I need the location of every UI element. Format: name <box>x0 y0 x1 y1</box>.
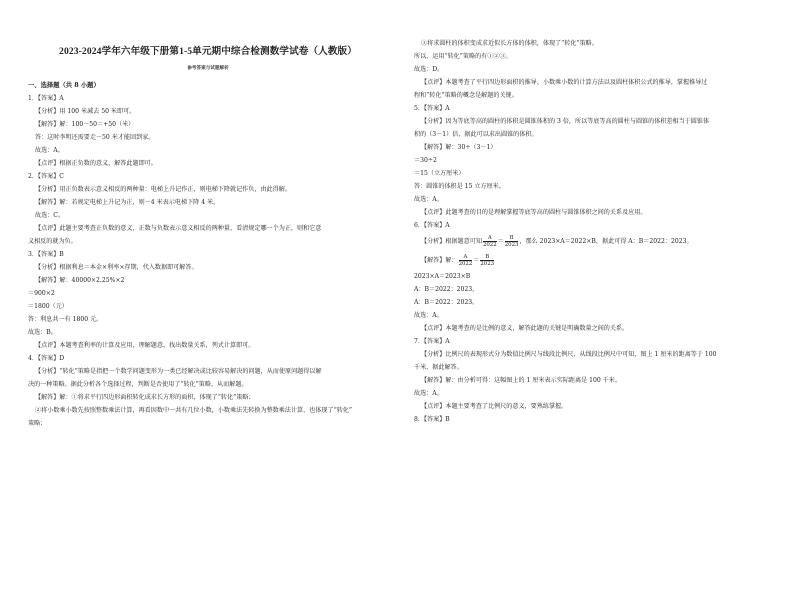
q1-answer: 1．【答案】A <box>28 95 64 102</box>
right-column <box>414 0 774 601</box>
q7-solution: 【解答】解：由分析可得：这幅图上的 1 厘米表示实际距离是 100 千米。 <box>421 377 621 384</box>
q7-analysis: 【分析】比例尺的表现形式分为数值比例尺与线段比例尺，从线段比例尺中可知，图上 1 厘米的距离等于 100 <box>421 351 717 358</box>
q7-choice: 故选：A。 <box>414 390 443 397</box>
fraction-a: $\frac{A}{2022}$ <box>482 235 497 248</box>
page-subtitle: 参考答案与试题解析 <box>187 66 229 71</box>
q4-comment: 【点评】本题考查了平行四边形面积的推导、小数乘小数的计算方法以及圆柱体积公式的推导，掌握推导过 <box>421 79 708 86</box>
q2-answer: 2．【答案】C <box>28 173 64 180</box>
q4-answer: 4．【答案】D <box>28 355 65 362</box>
q4-comment-cont: 程和“转化”策略的概念是解题的关键。 <box>414 92 518 99</box>
q6-comment: 【点评】本题考查的是比例的意义，解答此题的关键是明确数量之间的关系。 <box>421 325 629 332</box>
q6-analysis-lead: 【分析】根据题意可知 <box>421 238 482 245</box>
fraction-a: $\frac{A}{2022}$ <box>458 254 473 267</box>
q6-step-3: A：B＝2022：2023。 <box>414 299 479 306</box>
q8-answer: 8．【答案】B <box>414 416 450 423</box>
q5-choice: 故选：A。 <box>414 196 443 203</box>
q5-step-1: ＝30÷2 <box>414 157 437 164</box>
q4-analysis: 【分析】“转化”策略是指把一个数学问题变形为一类已经解决或比较容易解决的问题，从而使原问题得以解 <box>35 368 322 375</box>
q5-answer: 5．【答案】A <box>414 105 450 112</box>
q3-comment: 【点评】本题考查利率的计算及应用，理解题意，找出数量关系，列式计算即可。 <box>35 342 255 349</box>
q2-solution: 【解答】解：若规定电梯上升记为正，则－4 米表示电梯下降 4 米。 <box>35 199 220 206</box>
left-column <box>28 0 388 561</box>
q6-analysis: 【分析】根据题意可知 $\frac{A}{2022}$ ＝ $\frac{B}{2023}$ ，那么 2023×A＝2022×B，据此可得 A：B＝2022：2023。 <box>421 235 693 248</box>
q2-comment-cont: 义相反的就为负。 <box>28 238 77 245</box>
q7-answer: 7．【答案】A <box>414 338 450 345</box>
q3-answer: 3．【答案】B <box>28 251 64 258</box>
q6-choice: 故选：A。 <box>414 312 443 319</box>
q3-step-1: ＝900×2 <box>28 290 55 297</box>
q1-analysis: 【分析】用 100 米减去 50 米即可。 <box>35 108 136 115</box>
fraction-b: $\frac{B}{2023}$ <box>504 235 519 248</box>
q4-solution-3: ③将求圆柱的体积变成求近似长方体的体积，体现了“转化”策略。 <box>421 40 598 47</box>
q1-comment: 【点评】根据正负数的意义，解答此题即可。 <box>35 160 157 167</box>
q5-analysis-cont: 积的（3－1）倍，据此可以求出圆锥的体积。 <box>414 131 538 138</box>
q2-comment: 【点评】此题主要考查正负数的意义，正数与负数表示意义相反的两种量，看清规定哪一个为正，则和它意 <box>35 225 322 232</box>
q6-step-2: A：B＝2022：2023， <box>414 286 479 293</box>
q6-answer: 6．【答案】A <box>414 222 450 229</box>
q7-comment: 【点评】本题主要考查了比例尺的意义，要熟练掌握。 <box>421 403 568 410</box>
q4-conclusion: 所以，运用“转化”策略的有①②③。 <box>414 53 512 60</box>
q5-solution: 【解答】解：30÷（3－1） <box>421 144 497 151</box>
q3-step-2: ＝1800（元） <box>28 303 68 310</box>
q3-analysis: 【分析】根据利息＝本金×利率×存期，代入数据即可解答。 <box>35 264 198 271</box>
q1-reply: 答：这时李明还需要走－50 米才能回到家。 <box>35 134 155 141</box>
section-heading: 一、选择题（共 8 小题） <box>28 82 100 89</box>
q2-choice: 故选：C。 <box>35 212 65 219</box>
fraction-b: $\frac{B}{2023}$ <box>480 254 495 267</box>
q4-analysis-cont: 决的一种策略。据此分析各个选择过程，判断是否使用了“转化”策略，从而解题。 <box>28 381 248 388</box>
q7-analysis-cont: 千米，据此解答。 <box>414 364 463 371</box>
q6-step-1: 2023×A＝2023×B <box>414 273 471 280</box>
q3-choice: 故选：B。 <box>28 329 57 336</box>
q3-solution: 【解答】解：40000×2.25%×2 <box>35 277 125 284</box>
q6-analysis-tail: ，那么 2023×A＝2022×B，据此可得 A：B＝2022：2023。 <box>519 238 693 245</box>
q1-choice: 故选：A。 <box>35 147 64 154</box>
q4-solution: 【解答】解：①将求平行四边形面积转化成求长方形的面积，体现了“转化”策略； <box>35 394 255 401</box>
q1-solution: 【解答】解：100－50＝+50（米） <box>35 121 135 128</box>
q4-solution-2: ②将小数乘小数先按照整数乘法计算，再看因数中一共有几位小数，小数乘法先转换为整数乘法计算，也体现了“转化” <box>35 407 353 414</box>
q4-solution-2-cont: 策略； <box>28 420 47 427</box>
q2-analysis: 【分析】用正负数表示意义相反的两种量：电梯上升记作正，则电梯下降就记作负，由此得解。 <box>35 186 291 193</box>
q3-reply: 答：利息共一有 1800 元。 <box>28 316 103 323</box>
q5-step-2: ＝15（立方厘米） <box>414 170 465 177</box>
q5-reply: 答：圆锥的体积是 15 立方厘米。 <box>414 183 505 190</box>
q5-comment: 【点评】此题考查的目的是理解掌握等底等高的圆柱与圆锥体积之间的关系及应用。 <box>421 209 647 216</box>
q4-choice: 故选：D。 <box>414 66 444 73</box>
q6-solution: 【解答】解： $\frac{A}{2022}$ ＝ $\frac{B}{2023}$ <box>421 254 495 267</box>
q5-analysis: 【分析】因为等底等高的圆柱的体积是圆锥体积的 3 倍，所以等底等高的圆柱与圆锥的体积差相当于圆锥体 <box>421 118 710 125</box>
page-title: 2023-2024学年六年级下册第1-5单元期中综合检测数学试卷（人教版） <box>59 46 357 57</box>
